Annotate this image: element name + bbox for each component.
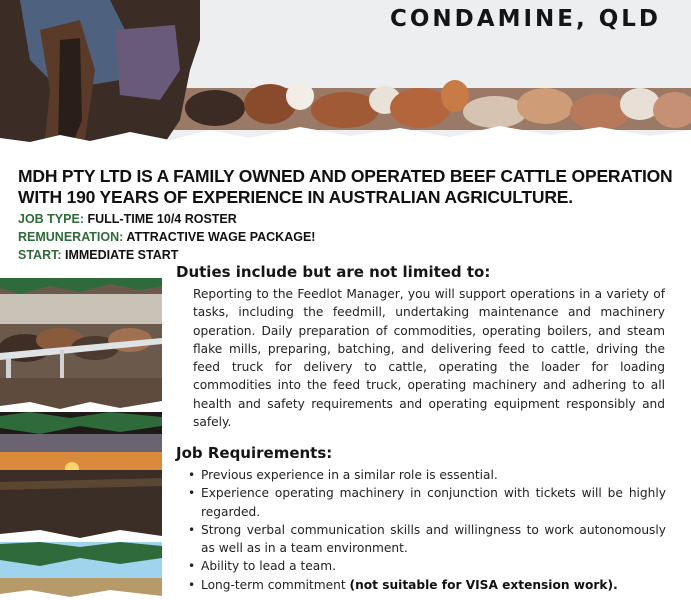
remuneration-value: ATTRACTIVE WAGE PACKAGE! — [126, 230, 316, 244]
header-banner — [0, 0, 691, 150]
list-item: • Strong verbal communication skills and willingness to work autonomously as well as in a team environment. — [188, 521, 666, 558]
remuneration-row — [18, 229, 518, 246]
requirements-list — [188, 466, 666, 594]
job-type-label: JOB TYPE: — [18, 212, 84, 226]
location-title: CONDAMINE, QLD — [390, 6, 662, 32]
commitment-text: Long-term commitment — [201, 577, 350, 592]
duties-heading: Duties include but are not limited to: — [176, 263, 491, 281]
job-type-value: FULL-TIME 10/4 ROSTER — [87, 212, 237, 226]
list-item: • Ability to lead a team. — [188, 557, 666, 575]
company-headline: MDH PTY LTD IS A FAMILY OWNED AND OPERATED BEEF CATTLE OPERATION WITH 190 YEARS OF EXPERIENCE IN AUSTRALIAN AGRICULTURE. — [18, 166, 673, 207]
list-item: • Previous experience in a similar role is essential. — [188, 466, 666, 484]
start-label: START: — [18, 248, 62, 262]
start-value: IMMEDIATE START — [65, 248, 179, 262]
list-item — [188, 576, 666, 594]
start-row — [18, 247, 518, 264]
job-type-row — [18, 211, 518, 228]
remuneration-label: REMUNERATION: — [18, 230, 124, 244]
feedlot-photo — [0, 278, 162, 413]
sunset-photo — [0, 412, 162, 542]
list-item: • Experience operating machinery in conjunction with tickets will be highly regarded. — [188, 484, 666, 521]
grass-photo — [0, 542, 162, 600]
visa-note: (not suitable for VISA extension work). — [349, 577, 618, 592]
duties-description: Reporting to the Feedlot Manager, you will support operations in a variety of tasks, including the feedmill, undertaking maintenance and machinery operation. Daily preparation of commodities, operating boilers, and steam flake mills, preparing, batching, and delivering feed to cattle, driving the feed truck for delivery to cattle, operating the loader for loading commodities into the feed truck, operating machinery and adhering to all health and safety requirements and operating equipment responsibly and safely. — [193, 287, 665, 430]
requirements-heading: Job Requirements: — [176, 444, 333, 462]
